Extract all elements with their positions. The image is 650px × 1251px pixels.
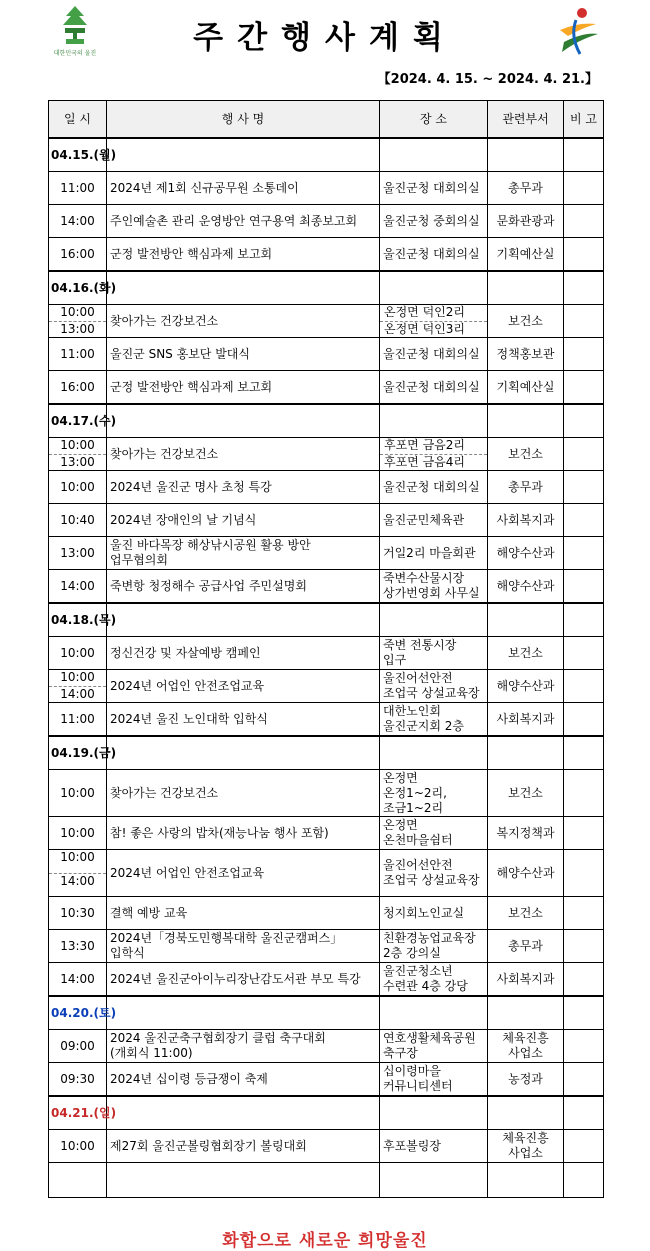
event-dept: 해양수산과: [488, 670, 564, 703]
event-place: 울진군청소년 수련관 4층 강당: [380, 963, 488, 997]
event-dept: 사회복지과: [488, 703, 564, 737]
empty-cell: [564, 603, 604, 637]
event-note: [564, 504, 604, 537]
empty-cell: [564, 996, 604, 1030]
event-name: 2024년 울진군아이누리장난감도서관 부모 특강: [107, 963, 380, 997]
empty-cell: [488, 736, 564, 770]
event-time-second: 13:00: [49, 454, 106, 471]
empty-cell: [107, 736, 380, 770]
event-time: 13:30: [49, 930, 107, 963]
event-place-cell: [380, 438, 488, 471]
empty-cell: [107, 404, 380, 438]
empty-cell: [488, 271, 564, 305]
event-dept: 복지정책과: [488, 817, 564, 850]
event-time: 10:00: [60, 669, 95, 684]
empty-cell: [564, 404, 604, 438]
day-header-row: [49, 603, 604, 637]
event-place: 울진군청 대회의실: [380, 338, 488, 371]
event-dept: 보건소: [488, 637, 564, 670]
day-date: 04.20.(토): [49, 996, 107, 1030]
event-time: 10:00: [49, 817, 107, 850]
event-dept: 보건소: [488, 897, 564, 930]
tree-logo-icon: [60, 6, 90, 46]
day-header-row: [49, 138, 604, 172]
event-place: 대한노인회 울진군지회 2층: [380, 703, 488, 737]
empty-cell: [488, 404, 564, 438]
event-place: 울진군청 대회의실: [380, 471, 488, 504]
event-name: 정신건강 및 자살예방 캠페인: [107, 637, 380, 670]
event-time: 13:00: [49, 537, 107, 570]
logo-caption: 대한민국의 울진: [53, 50, 97, 57]
col-header-event: 행 사 명: [107, 101, 380, 139]
day-header-row: [49, 271, 604, 305]
event-time: 10:00: [60, 437, 95, 452]
empty-cell: [488, 996, 564, 1030]
event-row: [49, 305, 604, 338]
event-time: 10:40: [49, 504, 107, 537]
event-time-cell: [49, 438, 107, 471]
event-time: 10:30: [49, 897, 107, 930]
empty-cell: [107, 1163, 380, 1198]
event-row: [49, 570, 604, 604]
empty-cell: [564, 1096, 604, 1130]
event-row: [49, 930, 604, 963]
slogan: 화합으로 새로운 희망울진: [222, 1231, 428, 1251]
symbol-logo-icon: [556, 6, 602, 58]
event-time: 09:00: [49, 1030, 107, 1063]
event-row: [49, 637, 604, 670]
empty-cell: [107, 1096, 380, 1130]
event-note: [564, 703, 604, 737]
event-row: [49, 537, 604, 570]
event-note: [564, 670, 604, 703]
empty-cell: [488, 1096, 564, 1130]
event-row: [49, 438, 604, 471]
event-name: 2024 울진군축구협회장기 클럽 축구대회 (개회식 11:00): [107, 1030, 380, 1063]
event-place-second: 온정면 덕인3리: [380, 321, 487, 338]
event-place: 후포면 금음2리: [384, 437, 466, 452]
event-note: [564, 471, 604, 504]
event-time: 10:00: [49, 637, 107, 670]
empty-cell: [380, 1163, 488, 1198]
event-place: 온정면 온정1~2리, 조금1~2리: [380, 770, 488, 817]
day-date: 04.15.(월): [49, 138, 107, 172]
event-time: 11:00: [49, 703, 107, 737]
event-note: [564, 817, 604, 850]
event-name: 찾아가는 건강보건소: [107, 770, 380, 817]
event-note: [564, 963, 604, 997]
event-place: 거일2리 마을회관: [380, 537, 488, 570]
event-name: 제27회 울진군볼링협회장기 볼링대회: [107, 1130, 380, 1163]
event-dept: 체육진흥 사업소: [488, 1030, 564, 1063]
event-dept: 총무과: [488, 471, 564, 504]
event-dept: 정책홍보관: [488, 338, 564, 371]
table-header-row: [49, 101, 604, 139]
event-time: 09:30: [49, 1063, 107, 1097]
event-row: [49, 817, 604, 850]
event-time: 16:00: [49, 238, 107, 272]
event-time: 14:00: [49, 963, 107, 997]
empty-cell: [380, 736, 488, 770]
event-time: 16:00: [49, 371, 107, 405]
event-dept: 체육진흥 사업소: [488, 1130, 564, 1163]
event-name: 2024년 제1회 신규공무원 소통데이: [107, 172, 380, 205]
event-row: [49, 1030, 604, 1063]
event-name: 죽변항 청정해수 공급사업 주민설명회: [107, 570, 380, 604]
event-name: 2024년「경북도민행복대학 울진군캠퍼스」 입학식: [107, 930, 380, 963]
event-dept: 총무과: [488, 172, 564, 205]
empty-cell: [380, 138, 488, 172]
event-place: 울진어선안전 조업국 상설교육장: [380, 850, 488, 897]
col-header-time: 일 시: [49, 101, 107, 139]
empty-cell: [107, 603, 380, 637]
event-place: 울진군청 대회의실: [380, 238, 488, 272]
weekly-schedule-table: [48, 100, 604, 1198]
event-place-cell: [380, 305, 488, 338]
event-note: [564, 1130, 604, 1163]
event-place: 온정면 온천마을쉼터: [380, 817, 488, 850]
event-time-cell: [49, 850, 107, 897]
schedule-period: 【2024. 4. 15. ~ 2024. 4. 21.】: [377, 72, 598, 87]
empty-cell: [49, 1163, 107, 1198]
event-note: [564, 172, 604, 205]
event-time: 10:00: [49, 1130, 107, 1163]
event-name: 찾아가는 건강보건소: [107, 305, 380, 338]
event-dept: 사회복지과: [488, 504, 564, 537]
event-note: [564, 205, 604, 238]
event-time: 14:00: [49, 205, 107, 238]
event-place: 죽변수산물시장 상가번영회 사무실: [380, 570, 488, 604]
event-row: [49, 205, 604, 238]
day-date: 04.21.(일): [49, 1096, 107, 1130]
empty-cell: [107, 271, 380, 305]
event-row: [49, 963, 604, 997]
event-row: [49, 670, 604, 703]
day-date: 04.17.(수): [49, 404, 107, 438]
event-name: 군정 발전방안 핵심과제 보고회: [107, 371, 380, 405]
event-note: [564, 438, 604, 471]
event-row: [49, 338, 604, 371]
empty-cell: [488, 138, 564, 172]
event-place: 울진군청 대회의실: [380, 371, 488, 405]
event-place: 친환경농업교육장 2층 강의실: [380, 930, 488, 963]
event-place: 연호생활체육공원 축구장: [380, 1030, 488, 1063]
event-row: [49, 703, 604, 737]
col-header-place: 장 소: [380, 101, 488, 139]
empty-cell: [488, 1163, 564, 1198]
event-dept: 기획예산실: [488, 371, 564, 405]
event-row: [49, 770, 604, 817]
event-time: 10:00: [49, 770, 107, 817]
event-name: 울진 바다목장 해상낚시공원 활용 방안 업무협의회: [107, 537, 380, 570]
day-header-row: [49, 996, 604, 1030]
col-header-note: 비 고: [564, 101, 604, 139]
event-row: [49, 172, 604, 205]
event-time-second: 14:00: [49, 686, 106, 703]
event-row: [49, 850, 604, 897]
event-dept: 사회복지과: [488, 963, 564, 997]
event-time-second: 14:00: [49, 873, 106, 897]
event-name: 울진군 SNS 홍보단 발대식: [107, 338, 380, 371]
event-row: [49, 471, 604, 504]
day-date: 04.18.(목): [49, 603, 107, 637]
event-name: 군정 발전방안 핵심과제 보고회: [107, 238, 380, 272]
day-header-row: [49, 1096, 604, 1130]
event-name: 결핵 예방 교육: [107, 897, 380, 930]
event-row: [49, 1130, 604, 1163]
blank-row: [49, 1163, 604, 1198]
event-time-second: 13:00: [49, 321, 106, 338]
day-header-row: [49, 404, 604, 438]
empty-cell: [107, 138, 380, 172]
event-note: [564, 305, 604, 338]
event-note: [564, 1063, 604, 1097]
event-name: 2024년 어업인 안전조업교육: [107, 670, 380, 703]
event-row: [49, 1063, 604, 1097]
event-place: 십이령마을 커뮤니티센터: [380, 1063, 488, 1097]
event-note: [564, 930, 604, 963]
event-name: 2024년 장애인의 날 기념식: [107, 504, 380, 537]
event-place: 후포볼링장: [380, 1130, 488, 1163]
event-time: 10:00: [60, 849, 95, 864]
empty-cell: [380, 996, 488, 1030]
event-note: [564, 897, 604, 930]
event-row: [49, 371, 604, 405]
event-time: 10:00: [60, 304, 95, 319]
event-note: [564, 570, 604, 604]
empty-cell: [107, 996, 380, 1030]
event-row: [49, 238, 604, 272]
day-date: 04.16.(화): [49, 271, 107, 305]
event-dept: 문화관광과: [488, 205, 564, 238]
event-dept: 기획예산실: [488, 238, 564, 272]
event-dept: 농정과: [488, 1063, 564, 1097]
event-place: 울진어선안전 조업국 상설교육장: [380, 670, 488, 703]
event-dept: 보건소: [488, 770, 564, 817]
event-place-second: 후포면 금음4리: [380, 454, 487, 471]
event-note: [564, 770, 604, 817]
event-note: [564, 537, 604, 570]
event-name: 찾아가는 건강보건소: [107, 438, 380, 471]
event-place: 울진군민체육관: [380, 504, 488, 537]
empty-cell: [564, 138, 604, 172]
event-time: 11:00: [49, 338, 107, 371]
event-dept: 해양수산과: [488, 850, 564, 897]
empty-cell: [380, 603, 488, 637]
event-time: 10:00: [49, 471, 107, 504]
event-dept: 총무과: [488, 930, 564, 963]
event-note: [564, 637, 604, 670]
event-note: [564, 1030, 604, 1063]
event-note: [564, 371, 604, 405]
event-time: 11:00: [49, 172, 107, 205]
empty-cell: [564, 736, 604, 770]
empty-cell: [564, 1163, 604, 1198]
event-name: 참! 좋은 사랑의 밥차(재능나눔 행사 포함): [107, 817, 380, 850]
event-note: [564, 850, 604, 897]
event-note: [564, 238, 604, 272]
col-header-dept: 관련부서: [488, 101, 564, 139]
event-place: 죽변 전통시장 입구: [380, 637, 488, 670]
day-date: 04.19.(금): [49, 736, 107, 770]
page-title: 주간행사계획: [193, 20, 457, 56]
empty-cell: [488, 603, 564, 637]
event-place: 울진군청 중회의실: [380, 205, 488, 238]
event-name: 2024년 울진 노인대학 입학식: [107, 703, 380, 737]
event-row: [49, 897, 604, 930]
event-name: 주인예술촌 관리 운영방안 연구용역 최종보고회: [107, 205, 380, 238]
event-row: [49, 504, 604, 537]
event-time: 14:00: [49, 570, 107, 604]
day-header-row: [49, 736, 604, 770]
event-place: 청지회노인교실: [380, 897, 488, 930]
event-name: 2024년 울진군 명사 초청 특강: [107, 471, 380, 504]
event-note: [564, 338, 604, 371]
event-place: 온정면 덕인2리: [384, 304, 466, 319]
county-logo: [50, 6, 100, 58]
empty-cell: [380, 1096, 488, 1130]
event-dept: 보건소: [488, 438, 564, 471]
event-dept: 해양수산과: [488, 537, 564, 570]
event-name: 2024년 어업인 안전조업교육: [107, 850, 380, 897]
event-name: 2024년 십이령 등금쟁이 축제: [107, 1063, 380, 1097]
event-dept: 해양수산과: [488, 570, 564, 604]
event-place: 울진군청 대회의실: [380, 172, 488, 205]
empty-cell: [564, 271, 604, 305]
empty-cell: [380, 271, 488, 305]
event-dept: 보건소: [488, 305, 564, 338]
empty-cell: [380, 404, 488, 438]
event-time-cell: [49, 670, 107, 703]
event-time-cell: [49, 305, 107, 338]
